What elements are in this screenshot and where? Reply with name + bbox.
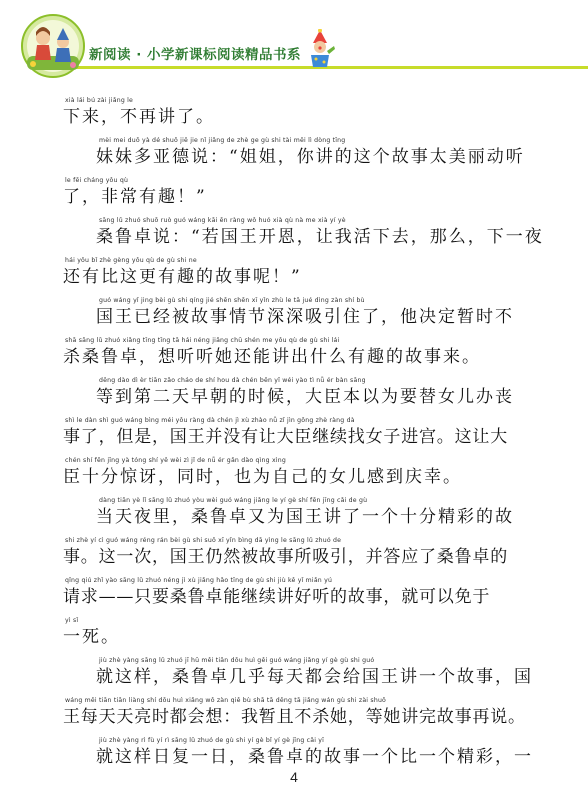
text-line (0, 215, 588, 251)
pinyin-line: hái yǒu bǐ zhè gèng yǒu qù de gù shi ne (65, 257, 197, 264)
text-line (0, 335, 588, 371)
chinese-text-line: 请求——只要桑鲁卓能继续讲好听的故事，就可以免于 (63, 587, 491, 607)
text-line (0, 495, 588, 531)
pinyin-line: dàng tiān yè lǐ sāng lǔ zhuó yòu wèi guó wáng jiǎng le yí gè shí fēn jīng cǎi de gù (99, 497, 368, 504)
pinyin-line: yì sǐ (65, 617, 79, 624)
chinese-text-line: 国王已经被故事情节深深吸引住了，他决定暂时不 (96, 307, 514, 327)
page-number: 4 (290, 769, 298, 785)
text-line (0, 575, 588, 611)
pinyin-line: shì le dàn shì guó wáng bìng méi yǒu ràng dà chén jì xù zhào nǚ zǐ jìn gōng zhè ràng dà (65, 417, 355, 424)
text-line (0, 255, 588, 291)
pinyin-line: sāng lǔ zhuó shuō ruò guó wáng kāi ēn ràng wǒ huó xià qù nà me xià yí yè (99, 217, 346, 224)
pinyin-line: qǐng qiú zhǐ yào sāng lǔ zhuó néng jì xù jiǎng hǎo tīng de gù shi jiù kě yǐ miǎn yú (65, 577, 333, 584)
text-line (0, 135, 588, 171)
pinyin-line: wáng měi tiān tiān liàng shí dōu huì xiǎng wǒ zàn qiě bù shā tā děng tā jiǎng wán gù shi zài shuō (65, 697, 387, 704)
text-line (0, 735, 588, 771)
chinese-text-line: 还有比这更有趣的故事呢！” (63, 267, 302, 287)
text-line (0, 695, 588, 731)
pinyin-line: chén shí fēn jīng yà tóng shí yě wèi zì jǐ de nǚ ér gǎn dào qìng xìng (65, 457, 286, 464)
pinyin-line: le fēi cháng yǒu qù (65, 177, 129, 184)
series-title: 新阅读 · 小学新课标阅读精品书系 (89, 47, 302, 63)
chinese-text-line: 下来，不再讲了。 (63, 107, 215, 127)
pinyin-line: xià lái bú zài jiǎng le (65, 97, 134, 104)
pinyin-line: guó wáng yǐ jing bèi gù shi qíng jié shēn shēn xī yǐn zhù le tā jué dìng zàn shí bù (99, 297, 365, 304)
chinese-text-line: 桑鲁卓说：“若国王开恩，让我活下去，那么，下一夜 (96, 227, 544, 247)
text-line (0, 455, 588, 491)
chinese-text-line: 就这样，桑鲁卓几乎每天都会给国王讲一个故事，国 (96, 667, 533, 687)
chinese-text-line: 事了，但是，国王并没有让大臣继续找女子进宫。这让大 (63, 427, 508, 447)
chinese-text-line: 一死。 (63, 627, 120, 647)
chinese-text-line: 妹妹多亚德说：“姐姐，你讲的这个故事太美丽动听 (96, 147, 525, 167)
text-line (0, 95, 588, 131)
chinese-text-line: 了，非常有趣！” (63, 187, 207, 207)
pinyin-line: shā sāng lǔ zhuó xiǎng tīng tīng tā hái néng jiǎng chū shén me yǒu qù de gù shi lái (65, 337, 340, 344)
chinese-text-line: 等到第二天早朝的时候，大臣本以为要替女儿办丧 (96, 387, 514, 407)
chinese-text-line: 就这样日复一日，桑鲁卓的故事一个比一个精彩，一 (96, 747, 533, 767)
text-line (0, 175, 588, 211)
chinese-text-line: 当天夜里，桑鲁卓又为国王讲了一个十分精彩的故 (96, 507, 514, 527)
pinyin-line: mèi mei duō yà dé shuō jiě jie nǐ jiǎng de zhè ge gù shi tài měi lì dòng tīng (99, 137, 346, 144)
pinyin-line: děng dào dì èr tiān zǎo cháo de shí hou dà chén běn yǐ wéi yào tì nǚ ér bàn sāng (99, 377, 366, 384)
chinese-text-line: 事。这一次，国王仍然被故事所吸引，并答应了桑鲁卓的 (63, 547, 508, 567)
pinyin-line: shi zhè yí cì guó wáng réng rán bèi gù shi suǒ xī yǐn bìng dā yìng le sāng lǔ zhuó de (65, 537, 342, 544)
chinese-text-line: 王每天天亮时都会想：我暂且不杀她，等她讲完故事再说。 (63, 707, 526, 727)
text-line (0, 535, 588, 571)
chinese-text-line: 杀桑鲁卓，想听听她还能讲出什么有趣的故事来。 (63, 347, 481, 367)
pinyin-line: jiù zhè yàng sāng lǔ zhuó jī hū měi tiān dōu huì gěi guó wáng jiǎng yí gè gù shi guó (99, 657, 375, 664)
text-line (0, 655, 588, 691)
text-line (0, 615, 588, 651)
text-line (0, 415, 588, 451)
text-line (0, 375, 588, 411)
text-line (0, 295, 588, 331)
pinyin-line: jiù zhè yàng rì fù yí rì sāng lǔ zhuó de gù shi yí gè bǐ yí gè jīng cǎi yī (99, 737, 325, 744)
chinese-text-line: 臣十分惊讶，同时，也为自己的女儿感到庆幸。 (63, 467, 462, 487)
